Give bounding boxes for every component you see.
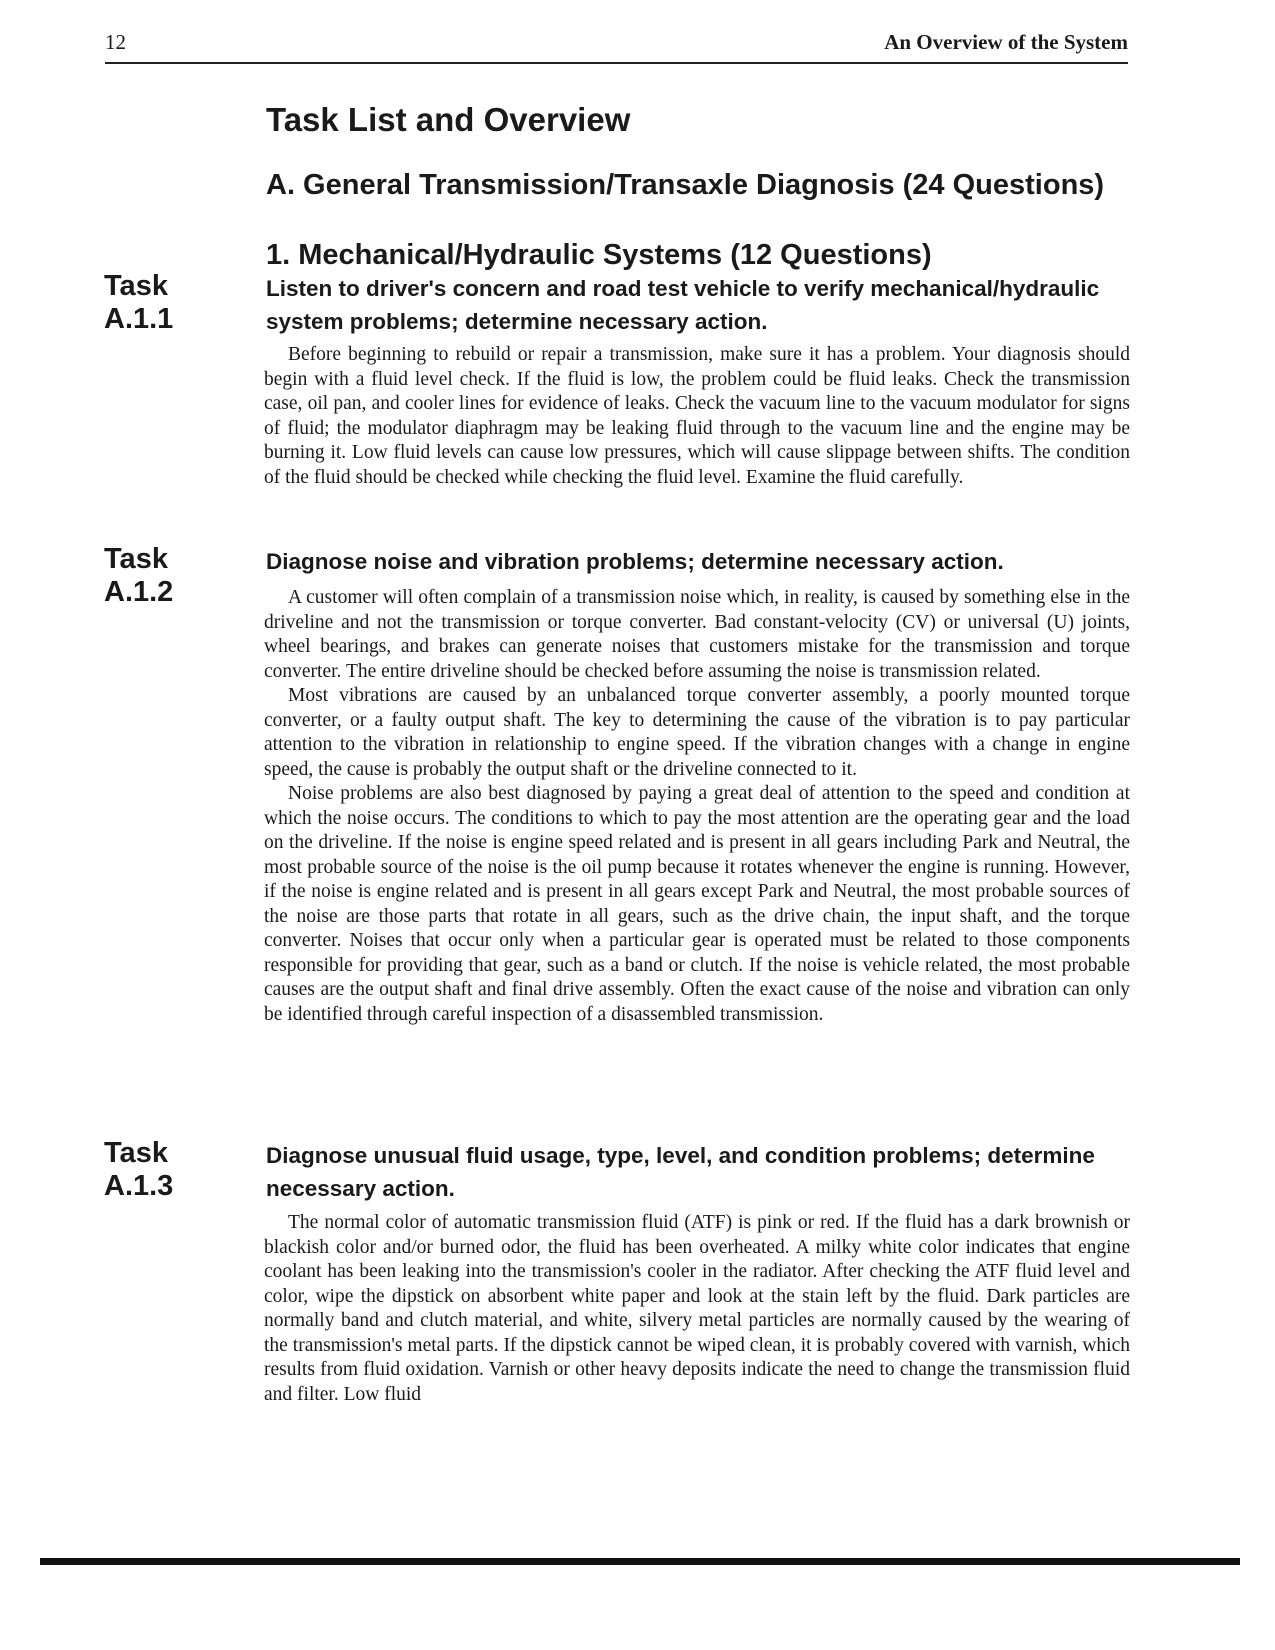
task-body	[264, 586, 1130, 1027]
paragraph: Most vibrations are caused by an unbalanced torque converter assembly, a poorly mounted torque converter, or a faulty output shaft. The key to determining the cause of the vibration is to pay particular attention to the vibration in relationship to engine speed. If the vibration changes with a change in engine speed, the cause is probably the output shaft or the driveline connected to it.	[264, 685, 1130, 780]
task-label-word: Task	[104, 543, 168, 575]
paragraph: A customer will often complain of a transmission noise which, in reality, is caused by something else in the driveline and not the transmission or torque converter. Bad constant-velocity (CV) or universal (U) joints, wheel bearings, and brakes can generate noises that customers mistake for the transmission and torque converter. The entire driveline should be checked before assuming the noise is transmission related.	[264, 587, 1130, 682]
running-header	[105, 30, 1128, 64]
paragraph: Noise problems are also best diagnosed by paying a great deal of attention to the speed and condition at which the noise occurs. The conditions to which to pay the most attention are the operating gear and the load on the driveline. If the noise is engine speed related and is present in all gears including Park and Neutral, the most probable source of the noise is the oil pump because it rotates whenever the engine is running. However, if the noise is engine related and is present in all gears except Park and Neutral, the most probable sources of the noise are those parts that rotate in all gears, such as the drive chain, the input shaft, and the torque converter. Noises that occur only when a particular gear is operated must be related to those components responsible for providing that gear, such as a band or clutch. If the noise is vehicle related, the most probable causes are the output shaft and final drive assembly. Often the exact cause of the noise and vibration can only be identified through careful inspection of a disassembled transmission.	[264, 783, 1130, 1025]
task-label	[104, 543, 173, 609]
task-label-word: Task	[104, 1137, 168, 1169]
paragraph: The normal color of automatic transmission fluid (ATF) is pink or red. If the fluid has a dark brownish or blackish color and/or burned odor, the fluid has been overheated. A milky white color indicates that engine coolant has been leaking into the transmission's cooler in the radiator. After checking the ATF fluid level and color, wipe the dipstick on absorbent white paper and look at the stain left by the fluid. Dark particles are normally band and clutch material, and white, silvery metal particles are normally caused by the wearing of the transmission's metal parts. If the dipstick cannot be wiped clean, it is probably covered with varnish, which results from fluid oxidation. Varnish or other heavy deposits indicate the need to change the transmission fluid and filter. Low fluid	[264, 1212, 1130, 1405]
task-label-code: A.1.2	[104, 576, 174, 608]
task-label	[104, 1137, 173, 1203]
task-heading: Diagnose unusual fluid usage, type, level, and condition problems; determine necessary action.	[266, 1143, 1095, 1201]
task-body	[264, 343, 1130, 490]
page-title: Task List and Overview	[266, 101, 631, 138]
task-label-code: A.1.3	[104, 1170, 174, 1202]
task-heading: Listen to driver's concern and road test vehicle to verify mechanical/hydraulic system problems; determine necessary action.	[266, 276, 1100, 334]
header-rule	[105, 62, 1128, 64]
section-title: A. General Transmission/Transaxle Diagnosis (24 Questions)	[266, 169, 1105, 201]
task-body	[264, 1211, 1130, 1407]
subsection-title: 1. Mechanical/Hydraulic Systems (12 Questions)	[266, 239, 932, 271]
task-label-word: Task	[104, 270, 168, 302]
paragraph: Before beginning to rebuild or repair a transmission, make sure it has a problem. Your diagnosis should begin with a fluid level check. If the fluid is low, the problem could be fluid leaks. Check the transmission case, oil pan, and cooler lines for evidence of leaks. Check the vacuum line to the vacuum modulator for signs of fluid; the modulator diaphragm may be leaking fluid through to the vacuum line and the engine may be burning it. Low fluid levels can cause low pressures, which will cause slippage between shifts. The condition of the fluid should be checked while checking the fluid level. Examine the fluid carefully.	[264, 344, 1130, 488]
running-title: An Overview of the System	[884, 30, 1128, 54]
task-heading: Diagnose noise and vibration problems; determine necessary action.	[266, 549, 1004, 574]
task-label-code: A.1.1	[104, 303, 174, 335]
page-number: 12	[105, 30, 126, 54]
task-label	[104, 270, 173, 336]
footer-rule	[40, 1558, 1240, 1565]
